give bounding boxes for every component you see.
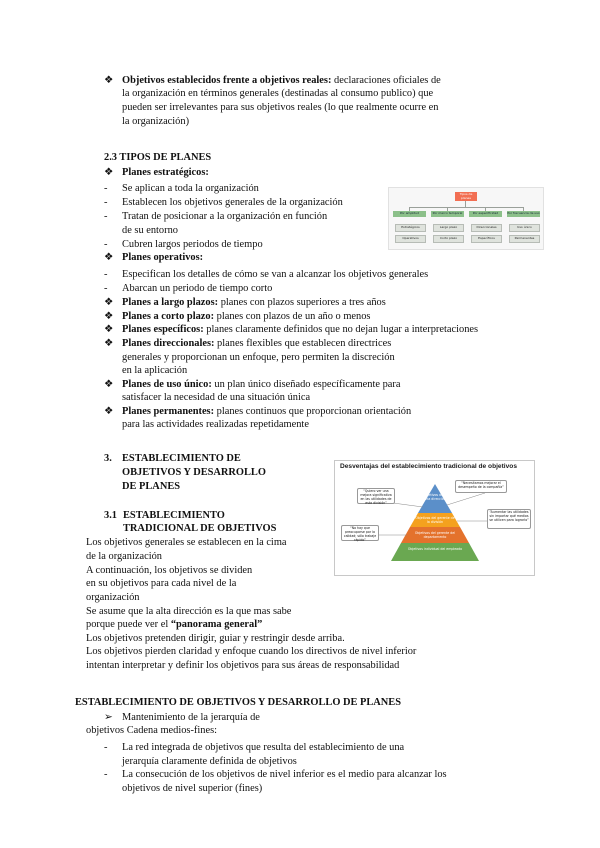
strategic-title: ❖ Planes estratégicos: — [104, 167, 209, 178]
diagram-leaf-box: Corto plazo — [433, 235, 464, 243]
diagram-leaf-box: Uso único — [509, 224, 540, 232]
diagram-leaf-box: Direccionales — [471, 224, 502, 232]
diagram-root-box: Tipos de planes — [455, 192, 477, 201]
final-arrow-item: ➢ Mantenimiento de la jerarquía de — [104, 712, 260, 723]
strategic-item: - Cubren largos periodos de tiempo — [104, 239, 263, 250]
diagram-leaf-box: Permanentes — [509, 235, 540, 243]
section-3-number: 3. — [104, 453, 112, 464]
final-line: objetivos Cadena medios-fines: — [86, 725, 218, 736]
intro-line-4: la organización) — [122, 116, 190, 127]
pyramid-level-label: Objetivos del gerente del departamento — [414, 531, 456, 539]
plan-type-continuation: para las actividades realizadas repetidamente — [122, 419, 309, 430]
section-3-title: DE PLANES — [122, 481, 181, 492]
section-3-1-title: TRADICIONAL DE OBJETIVOS — [123, 523, 277, 534]
diamond-bullet-icon: ❖ — [104, 338, 114, 349]
panorama-line: porque puede ver el “panorama general” — [86, 619, 263, 630]
intro-bold: Objetivos establecidos frente a objetivos reales: — [122, 75, 332, 86]
diagram-leaf-box: Largo plazo — [433, 224, 464, 232]
final-item: - La consecución de los objetivos de nivel inferior es el medio para alcanzar los — [104, 769, 447, 780]
diagram-leaf-box: Específicos — [471, 235, 502, 243]
body-line: en su objetivos para cada nivel de la — [86, 578, 237, 589]
diamond-bullet-icon: ❖ — [104, 252, 114, 263]
panorama-quote: “panorama general” — [170, 619, 263, 630]
section-3-title: ESTABLECIMIENTO DE — [122, 453, 241, 464]
diagram-leaf-box: Estratégicos — [395, 224, 426, 232]
pyramid-level-label: Objetivos del gerente de la división — [415, 516, 455, 524]
intro-bullet — [104, 74, 441, 87]
plan-type-item: ❖ Planes específicos: planes claramente definidos que no dejan lugar a interpretaciones — [104, 324, 479, 335]
plan-type-item: ❖ Planes a largo plazos: planes con plazos superiores a tres años — [104, 297, 386, 308]
operative-item: - Abarcan un periodo de tiempo corto — [104, 283, 273, 294]
pyramid-level-employee — [391, 543, 479, 561]
plan-type-item: ❖ Planes permanentes: planes continuos que proporcionan orientación — [104, 406, 412, 417]
pyramid-note: “Aumentar las utilidades sin importar qué medios se utilicen para lograrlo” — [487, 509, 531, 529]
section-3-1-number: 3.1 — [104, 510, 117, 521]
body-line: Los objetivos pretenden dirigir, guiar y restringir desde arriba. — [86, 633, 345, 644]
diagram-category-box: Por marco temporal — [432, 211, 463, 215]
body-line: Los objetivos pierden claridad y enfoque cuando los directivos de nivel inferior — [86, 646, 417, 657]
diamond-bullet-icon: ❖ — [104, 167, 114, 178]
operative-title: ❖ Planes operativos: — [104, 252, 204, 263]
diagram-category-box: Por frecuencia de uso — [507, 211, 540, 215]
diamond-bullet-icon: ❖ — [104, 406, 114, 417]
final-item-continuation: objetivos de nivel superior (fines) — [122, 783, 263, 794]
strategic-item: - Tratan de posicionar a la organización en función — [104, 211, 328, 222]
body-line: A continuación, los objetivos se dividen — [86, 565, 253, 576]
section-3-title: OBJETIVOS Y DESARROLLO — [122, 467, 266, 478]
diamond-bullet-icon: ❖ — [104, 75, 114, 86]
diamond-bullet-icon: ❖ — [104, 324, 114, 335]
callout-line — [447, 493, 485, 505]
callout-line — [393, 503, 423, 507]
arrow-bullet-icon: ➢ — [104, 712, 113, 723]
intro-line-3: pueden ser irrelevantes para sus objetivos reales (lo que realmente ocurre en — [122, 102, 439, 113]
body-line: Se asume que la alta dirección es la que mas sabe — [86, 606, 292, 617]
body-line: Los objetivos generales se establecen en la cima — [86, 537, 287, 548]
pyramid-figure — [334, 460, 535, 576]
diagram-category-box: Por amplitud — [393, 211, 426, 217]
body-line: organización — [86, 592, 140, 603]
final-heading: ESTABLECIMIENTO DE OBJETIVOS Y DESARROLLO DE PLANES — [75, 697, 402, 708]
plan-type-item: ❖ Planes a corto plazo: planes con plazos de un año o menos — [104, 311, 371, 322]
diagram-leaf-box: Operativos — [395, 235, 426, 243]
body-line: intentan interpretar y definir los objetivos para sus áreas de responsabilidad — [86, 660, 400, 671]
plan-type-continuation: generales y proporcionan un enfoque, pero permiten la discreción — [122, 352, 395, 363]
diamond-bullet-icon: ❖ — [104, 379, 114, 390]
pyramid-title: Desventajas del establecimiento tradicional de objetivos — [340, 463, 517, 470]
pyramid-note: “Quiero ver una mejora significativa en las utilidades de esta división” — [357, 488, 395, 504]
plan-type-item: ❖ Planes de uso único: un plan único diseñado específicamente para — [104, 379, 401, 390]
strategic-item-continuation: de su entorno — [122, 225, 178, 236]
pyramid-note: “Necesitamos mejorar el desempeño de la compañía” — [455, 480, 507, 493]
plan-types-diagram — [388, 187, 544, 250]
pyramid-note: “No hay que preocuparse por la calidad; sólo trabaje rápido” — [341, 525, 379, 541]
operative-item: - Especifican los detalles de cómo se van a alcanzar los objetivos generales — [104, 269, 429, 280]
plan-type-item: ❖ Planes direccionales: planes flexibles que establecen directrices — [104, 338, 392, 349]
final-item: - La red integrada de objetivos que resulta del establecimiento de una — [104, 742, 405, 753]
plan-type-continuation: satisfacer la necesidad de una situación única — [122, 392, 311, 403]
pyramid-level-label: Objetivos de la alta dirección — [423, 493, 447, 501]
plan-type-continuation: en la aplicación — [122, 365, 188, 376]
strategic-item: - Se aplican a toda la organización — [104, 183, 259, 194]
diamond-bullet-icon: ❖ — [104, 297, 114, 308]
body-line: de la organización — [86, 551, 162, 562]
intro-line-2: la organización en términos generales (destinadas al consumo publico) que — [122, 88, 434, 99]
diagram-category-box: Por especificidad — [469, 211, 502, 217]
strategic-item: - Establecen los objetivos generales de la organización — [104, 197, 343, 208]
section-2-3-heading: 2.3 TIPOS DE PLANES — [104, 152, 212, 163]
intro-line-1: declaraciones oficiales de — [331, 75, 441, 86]
final-item-continuation: jerarquía claramente definida de objetivos — [122, 756, 297, 767]
diamond-bullet-icon: ❖ — [104, 311, 114, 322]
section-3-1-title: ESTABLECIMIENTO — [123, 510, 225, 521]
pyramid-level-label: Objetivos individual del empleado — [407, 547, 463, 551]
connector-line — [409, 207, 523, 208]
